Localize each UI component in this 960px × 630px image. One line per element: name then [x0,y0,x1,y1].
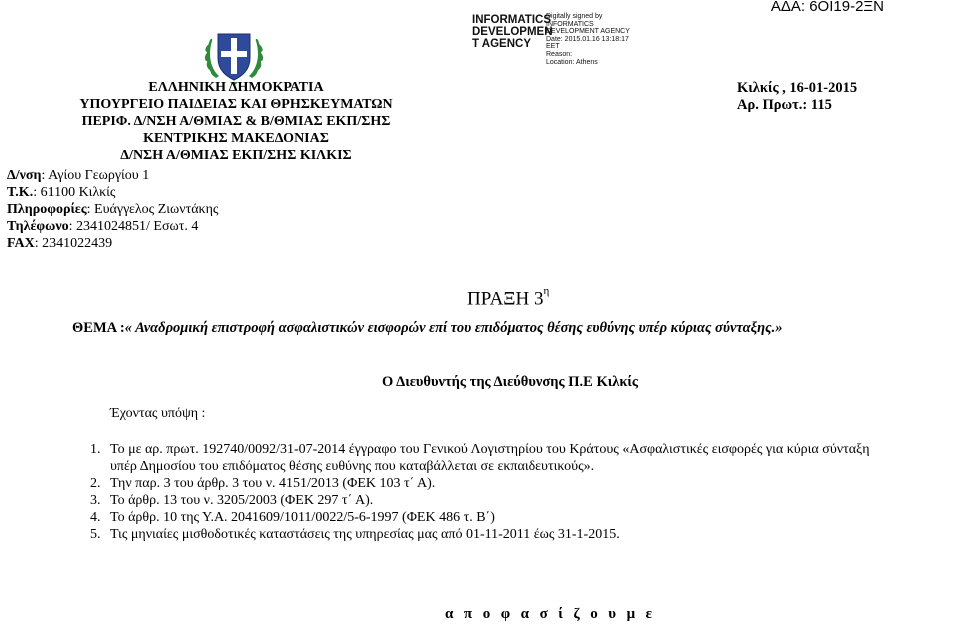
header-line-3: ΠΕΡΙΦ. Δ/ΝΣΗ Α/ΘΜΙΑΣ & Β/ΘΜΙΑΣ ΕΚΠ/ΣΗΣ [81,114,391,129]
contact-label: Τηλέφωνο [7,219,69,234]
signature-org-line: INFORMATICS [472,14,552,26]
header-line-1: ΕΛΛΗΝΙΚΗ ΔΗΜΟΚΡΑΤΙΑ [148,80,324,95]
title-superscript: η [543,285,550,297]
item-text: Το με αρ. πρωτ. 192740/0092/31-07-2014 έγγραφο του Γενικού Λογιστηρίου του Κράτους «Ασφαλιστικές εισφορές για κύρια σύνταξη [110,442,870,457]
contact-label: FAX [7,236,35,251]
contact-value: : 61100 Κιλκίς [33,185,116,200]
signature-detail-line: Digitally signed by [546,13,603,20]
signature-detail-line: Location: Athens [546,58,598,66]
contact-address [7,167,149,184]
contact-phone [7,218,198,235]
item-number: 1. [90,442,101,457]
title-text: ΠΡΑΞΗ 3 [467,288,544,310]
list-item [90,509,960,526]
subject-label: ΘΕΜΑ : [72,320,125,336]
subject-line [72,320,782,337]
item-text-continued: υπέρ Δημοσίου του επιδόματος θέσης ευθύνης που καταβάλλεται σε εκπαιδευτικούς». [110,459,595,474]
protocol-number: Αρ. Πρωτ.: 115 [737,97,832,113]
item-text: Το άρθρ. 13 του ν. 3205/2003 (ΦΕΚ 297 τ΄ Α). [110,493,374,508]
considerations-list [90,441,960,543]
contact-label: Τ.Κ. [7,185,34,200]
signature-detail-line: DEVELOPMENT AGENCY [546,28,630,36]
signature-org-line: T AGENCY [472,38,531,50]
page-title [467,285,550,310]
decision-heading: α π ο φ α σ ί ζ ο υ μ ε [445,606,656,622]
signature-detail-line: INFORMATICS [546,20,594,28]
signature-detail-line: Date: 2015.01.16 13:18:17 [546,35,629,43]
considering-label: Έχοντας υπόψη : [110,406,206,421]
subject-text: « Αναδρομική επιστροφή ασφαλιστικών εισφορών επί του επιδόματος θέσης ευθύνης υπέρ κύριας σύνταξης.» [124,320,783,336]
contact-fax [7,235,112,252]
contact-value: : Αγίου Γεωργίου 1 [41,168,150,183]
contact-value: : 2341024851/ Εσωτ. 4 [68,219,199,234]
director-heading: Ο Διευθυντής της Διεύθυνσης Π.Ε Κιλκίς [382,374,639,390]
list-item [90,492,960,509]
list-item [90,475,960,492]
header-line-2: ΥΠΟΥΡΓΕΙΟ ΠΑΙΔΕΙΑΣ ΚΑΙ ΘΡΗΣΚΕΥΜΑΤΩΝ [79,97,393,112]
item-text: Το άρθρ. 10 της Υ.Α. 2041609/1011/0022/5-6-1997 (ΦΕΚ 486 τ. Β΄) [110,510,495,525]
signature-org-line: DEVELOPMEN [472,26,553,38]
header-line-5: Δ/ΝΣΗ Α/ΘΜΙΑΣ ΕΚΠ/ΣΗΣ ΚΙΛΚΙΣ [120,148,352,163]
item-number: 5. [90,527,101,542]
list-item [90,526,960,543]
item-text: Τις μηνιαίες μισθοδοτικές καταστάσεις της υπηρεσίας μας από 01-11-2011 έως 31-1-2015. [110,527,620,542]
header-line-4: ΚΕΝΤΡΙΚΗΣ ΜΑΚΕΔΟΝΙΑΣ [143,131,329,146]
contact-postal-code [7,184,115,201]
item-number: 4. [90,510,101,525]
list-item [90,441,960,475]
ada-code: ΑΔΑ: 6ΟΙ19-2ΞΝ [770,0,884,15]
contact-value: : 2341022439 [34,236,113,251]
contact-label: Δ/νση [7,168,42,183]
digital-signature-details [546,13,630,66]
contact-information [7,201,218,218]
item-number: 2. [90,476,101,491]
place-date: Κιλκίς , 16-01-2015 [737,80,858,96]
signature-detail-line: EET [546,43,560,51]
item-number: 3. [90,493,101,508]
contact-label: Πληροφορίες [7,202,87,217]
item-text: Την παρ. 3 του άρθρ. 3 του ν. 4151/2013 (ΦΕΚ 103 τ΄ Α). [110,476,436,491]
contact-value: : Ευάγγελος Ζιωντάκης [86,202,219,217]
digital-signature-org [472,14,553,50]
signature-detail-line: Reason: [546,50,573,58]
